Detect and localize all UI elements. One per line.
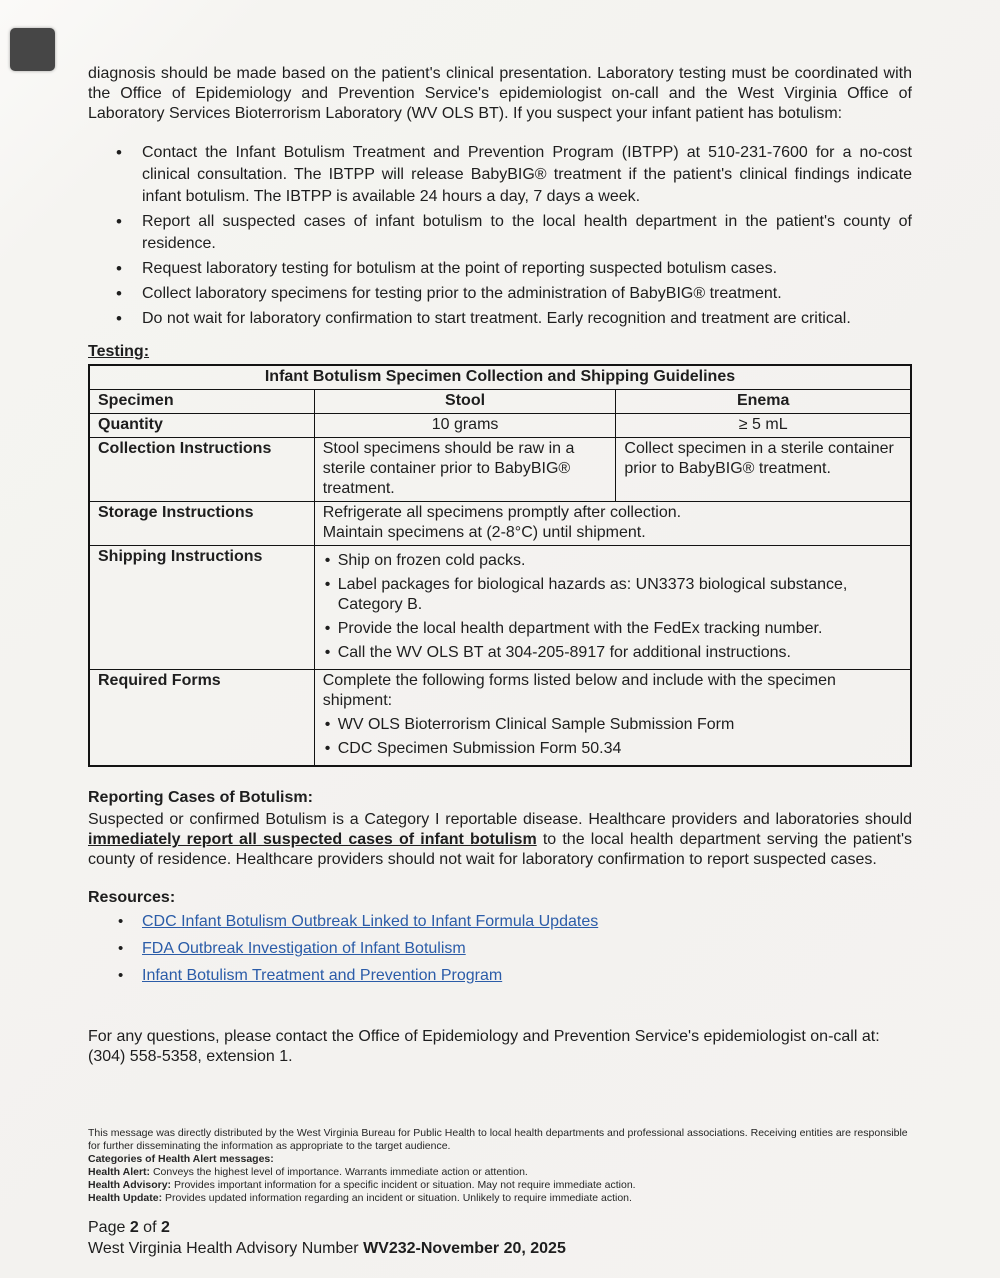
distribution-notice: This message was directly distributed by the West Virginia Bureau for Public Health to local health departments and professional associations. Receiving entities are responsible for further disseminating the information as appropriate to the target audience.	[88, 1127, 908, 1152]
column-header-enema: Enema	[616, 390, 911, 414]
advisory-number-line	[88, 1238, 912, 1259]
collection-stool: Stool specimens should be raw in a sterile container prior to BabyBIG® treatment.	[314, 438, 616, 502]
resources-section	[88, 888, 912, 987]
row-label-collection: Collection Instructions	[89, 438, 314, 502]
list-item	[88, 258, 912, 280]
forms-intro: Complete the following forms listed below and include with the specimen shipment:	[322, 672, 836, 709]
table-row	[89, 670, 911, 767]
intro-paragraph: diagnosis should be made based on the patient's clinical presentation. Laboratory testing must be coordinated with the Office of Epidemiology and Prevention Service's epidemiologist on-call and the West Virginia Office of Laboratory Services Bioterrorism Laboratory (WV OLS BT). If you suspect your infant patient has botulism:	[88, 65, 912, 122]
list-item	[88, 964, 912, 987]
fda-investigation-link[interactable]: FDA Outbreak Investigation of Infant Botulism	[142, 940, 466, 957]
cdc-outbreak-link[interactable]: CDC Infant Botulism Outbreak Linked to Infant Formula Updates	[142, 913, 599, 930]
advisory-number: WV232-November 20, 2025	[363, 1240, 566, 1257]
table-row	[89, 390, 911, 414]
category-health-alert	[88, 1166, 912, 1179]
row-label-quantity: Quantity	[89, 414, 314, 438]
of-word: of	[138, 1219, 161, 1236]
category-label: Health Alert:	[88, 1166, 151, 1178]
specimen-table	[88, 364, 912, 767]
list-item	[88, 211, 912, 255]
scan-artifact	[10, 28, 55, 71]
category-health-advisory	[88, 1179, 912, 1192]
list-item-text: Report all suspected cases of infant botulism to the local health department in the patient's county of residence.	[142, 213, 912, 252]
forms-bullet: • CDC Specimen Submission Form 50.34	[323, 739, 902, 759]
testing-heading-text: Testing:	[88, 343, 150, 360]
category-text: Provides important information for a specific incident or situation. May not require immediate action.	[171, 1179, 636, 1191]
table-row	[89, 365, 911, 390]
table-row	[89, 546, 911, 670]
reporting-section	[88, 788, 912, 870]
row-label-storage: Storage Instructions	[89, 502, 314, 546]
reporting-text-after: to the local health department serving the patient's county of residence. Healthcare providers should not wait for laboratory confirmation to report suspected cases.	[88, 831, 913, 868]
list-item-text: Do not wait for laboratory confirmation to start treatment. Early recognition and treatment are critical.	[142, 310, 851, 327]
quantity-enema: ≥ 5 mL	[616, 414, 911, 438]
row-label-required-forms: Required Forms	[89, 670, 314, 767]
resources-list	[88, 910, 912, 987]
table-row	[89, 414, 911, 438]
list-item	[88, 308, 912, 330]
fine-print-section	[88, 1127, 912, 1205]
shipping-bullet: • Ship on frozen cold packs.	[323, 551, 902, 571]
page-footer	[88, 1217, 912, 1259]
storage-cell	[314, 502, 911, 546]
category-text: Provides updated information regarding an incident or situation. Unlikely to require immediate action.	[162, 1192, 632, 1204]
shipping-bullet: • Call the WV OLS BT at 304-205-8917 for additional instructions.	[323, 643, 902, 663]
list-item	[88, 910, 912, 933]
category-health-update	[88, 1192, 912, 1205]
list-item	[88, 142, 912, 208]
category-text: Conveys the highest level of importance. Warrants immediate action or attention.	[150, 1166, 528, 1178]
testing-heading	[88, 342, 912, 362]
ibtpp-program-link[interactable]: Infant Botulism Treatment and Prevention Program	[142, 967, 503, 984]
storage-line: Maintain specimens at (2-8°C) until shipment.	[322, 524, 646, 541]
reporting-paragraph	[88, 810, 912, 870]
row-label-shipping: Shipping Instructions	[89, 546, 314, 670]
reporting-heading: Reporting Cases of Botulism:	[88, 789, 313, 806]
list-item-text: Request laboratory testing for botulism at the point of reporting suspected botulism cases.	[142, 260, 778, 277]
page-word: Page	[88, 1219, 130, 1236]
table-row	[89, 502, 911, 546]
advisory-label: West Virginia Health Advisory Number	[88, 1240, 364, 1257]
quantity-stool: 10 grams	[314, 414, 616, 438]
reporting-emphasis: immediately report all suspected cases of infant botulism	[88, 831, 537, 848]
action-list	[88, 142, 912, 330]
required-forms-cell	[314, 670, 911, 767]
resources-heading: Resources:	[88, 889, 176, 906]
page-number-line	[88, 1217, 912, 1238]
shipping-bullet: • Provide the local health department with the FedEx tracking number.	[323, 619, 902, 639]
reporting-text-before: Suspected or confirmed Botulism is a Category I reportable disease. Healthcare providers and laboratories should	[88, 811, 912, 828]
questions-paragraph: For any questions, please contact the Office of Epidemiology and Prevention Service's epidemiologist on-call at: (304) 558-5358, extension 1.	[88, 1028, 880, 1065]
table-row	[89, 438, 911, 502]
column-header-specimen: Specimen	[89, 390, 314, 414]
list-item	[88, 937, 912, 960]
page-total: 2	[160, 1219, 170, 1236]
categories-heading: Categories of Health Alert messages:	[88, 1153, 274, 1165]
page-content	[88, 64, 912, 1259]
category-label: Health Advisory:	[88, 1179, 172, 1191]
list-item	[88, 283, 912, 305]
table-title: Infant Botulism Specimen Collection and Shipping Guidelines	[89, 365, 911, 390]
shipping-bullet: • Label packages for biological hazards as: UN3373 biological substance, Category B.	[323, 575, 902, 615]
shipping-cell	[314, 546, 911, 670]
list-item-text: Contact the Infant Botulism Treatment and Prevention Program (IBTPP) at 510-231-7600 for a no-cost clinical consultation. The IBTPP will release BabyBIG® treatment if the patient's clinical findings indicate infant botulism. The IBTPP is available 24 hours a day, 7 days a week.	[142, 144, 912, 205]
category-label: Health Update:	[88, 1192, 163, 1204]
forms-bullet: • WV OLS Bioterrorism Clinical Sample Submission Form	[323, 715, 902, 735]
column-header-stool: Stool	[314, 390, 616, 414]
page-number: 2	[129, 1219, 139, 1236]
storage-line: Refrigerate all specimens promptly after collection.	[322, 504, 682, 521]
collection-enema: Collect specimen in a sterile container prior to BabyBIG® treatment.	[616, 438, 911, 502]
list-item-text: Collect laboratory specimens for testing prior to the administration of BabyBIG® treatment.	[142, 285, 782, 302]
